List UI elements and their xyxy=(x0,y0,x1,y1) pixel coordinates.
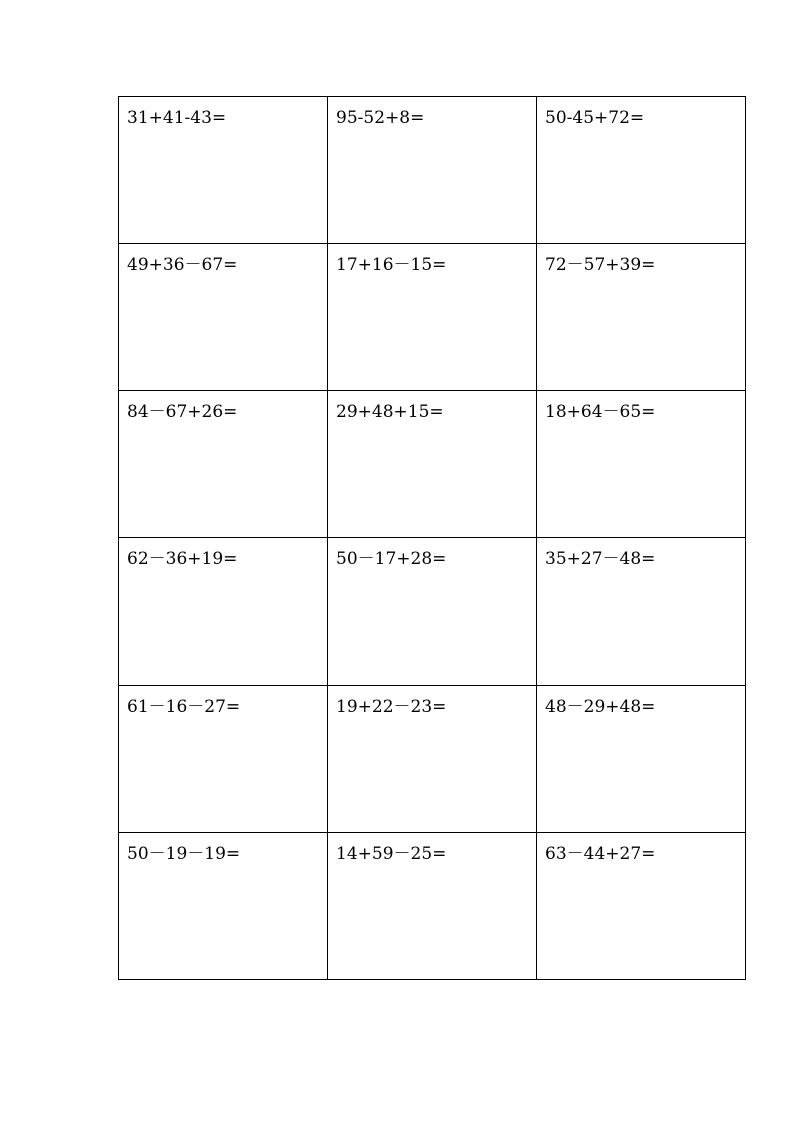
problem-text: 50-45+72= xyxy=(545,108,645,128)
problem-text: 50－17+28= xyxy=(336,549,447,570)
problem-text: 49+36－67= xyxy=(127,255,238,276)
problem-text: 61－16－27= xyxy=(127,696,241,717)
problem-cell xyxy=(328,832,537,979)
problem-cell xyxy=(537,832,746,979)
problem-text: 17+16－15= xyxy=(336,255,447,276)
problem-text: 19+22－23= xyxy=(336,696,447,717)
problem-text: 50－19－19= xyxy=(127,843,241,864)
problem-cell xyxy=(537,97,746,244)
problem-cell xyxy=(119,391,328,538)
problem-cell xyxy=(537,244,746,391)
problem-cell xyxy=(119,832,328,979)
problem-cell xyxy=(537,685,746,832)
problem-cell xyxy=(119,538,328,685)
problem-text: 95-52+8= xyxy=(336,108,425,128)
problem-text: 48－29+48= xyxy=(545,696,656,717)
problem-text: 35+27－48= xyxy=(545,549,656,570)
problem-text: 62－36+19= xyxy=(127,549,238,570)
problem-cell xyxy=(537,391,746,538)
worksheet-row xyxy=(119,832,746,979)
problem-cell xyxy=(119,685,328,832)
problem-cell xyxy=(537,538,746,685)
problem-cell xyxy=(328,244,537,391)
problem-text: 29+48+15= xyxy=(336,402,444,423)
worksheet-row xyxy=(119,97,746,244)
problem-text: 14+59－25= xyxy=(336,843,447,864)
problem-cell xyxy=(328,538,537,685)
problem-cell xyxy=(119,97,328,244)
worksheet-row xyxy=(119,538,746,685)
worksheet-row xyxy=(119,244,746,391)
problem-text: 84－67+26= xyxy=(127,402,238,423)
problem-text: 63－44+27= xyxy=(545,843,656,864)
problem-cell xyxy=(328,685,537,832)
worksheet-row xyxy=(119,391,746,538)
arithmetic-worksheet-grid xyxy=(118,96,746,980)
problem-cell xyxy=(328,391,537,538)
problem-text: 31+41-43= xyxy=(127,108,227,128)
worksheet-row xyxy=(119,685,746,832)
problem-text: 18+64－65= xyxy=(545,402,656,423)
problem-cell xyxy=(328,97,537,244)
problem-text: 72－57+39= xyxy=(545,255,656,276)
problem-cell xyxy=(119,244,328,391)
